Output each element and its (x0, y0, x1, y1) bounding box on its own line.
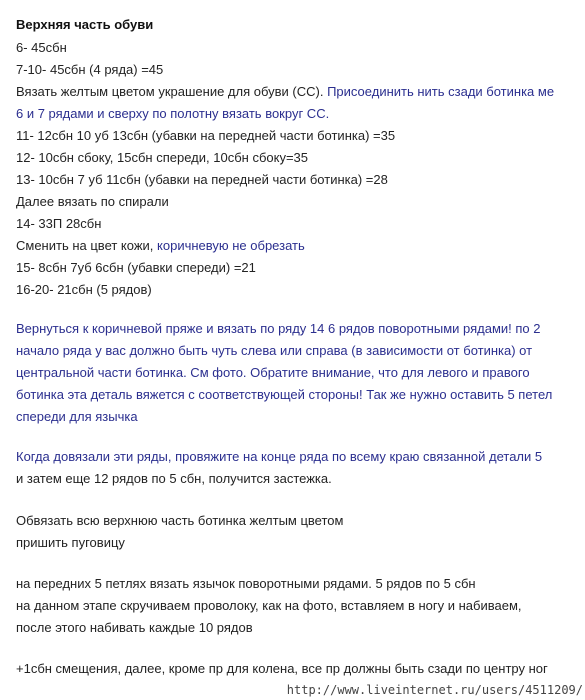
text-line-blue: ботинка эта деталь вяжется с соответствующей стороны! Так же нужно оставить 5 петел (16, 387, 553, 402)
text-line: 12- 10сбн сбоку, 15сбн спереди, 10сбн сбоку=35 (16, 150, 308, 165)
text-line: 11- 12сбн 10 уб 13сбн (убавки на передней части ботинка) =35 (16, 128, 396, 143)
text-line: 7-10- 45сбн (4 ряда) =45 (16, 62, 164, 77)
document-title: Верхняя часть обуви (16, 17, 154, 32)
text-line: 6- 45сбн (16, 40, 67, 55)
text-line: на передних 5 петлях вязать язычок поворотными рядами. 5 рядов по 5 сбн (16, 576, 476, 591)
text-line (16, 237, 305, 255)
text-span: Сменить на цвет кожи, (16, 238, 158, 253)
text-span: Вязать желтым цветом украшение для обуви (СС). (16, 84, 328, 99)
text-line: +1сбн смещения, далее, кроме пр для колена, все пр должны быть сзади по центру ног (16, 661, 548, 676)
text-line: 15- 8сбн 7уб 6сбн (убавки спереди) =21 (16, 260, 256, 275)
text-span-blue: Присоединить нить сзади ботинка ме (327, 84, 555, 99)
text-line (16, 83, 554, 101)
text-line-blue: центральной части ботинка. См фото. Обратите внимание, что для левого и правого (16, 365, 530, 380)
text-line: пришить пуговицу (16, 535, 125, 550)
text-line-blue: начало ряда у вас должно быть чуть слева или справа (в зависимости от ботинка) от (16, 343, 533, 358)
text-line-blue: 6 и 7 рядами и сверху по полотну вязать вокруг СС. (16, 106, 330, 121)
text-line-blue: Когда довязали эти ряды, провяжите на конце ряда по всему краю связанной детали 5 (16, 449, 543, 464)
text-line: Обвязать всю верхнюю часть ботинка желтым цветом (16, 513, 344, 528)
text-line-blue: Вернуться к коричневой пряже и вязать по ряду 14 6 рядов поворотными рядами! по 2 (16, 321, 541, 336)
text-line: 16-20- 21сбн (5 рядов) (16, 282, 152, 297)
text-line-blue: спереди для язычка (16, 409, 138, 424)
text-line: после этого набивать каждые 10 рядов (16, 620, 253, 635)
text-line: 13- 10сбн 7 уб 11сбн (убавки на передней части ботинка) =28 (16, 172, 388, 187)
text-line: и затем еще 12 рядов по 5 сбн, получится застежка. (16, 471, 332, 486)
text-span-blue: коричневую не обрезать (157, 238, 305, 253)
text-line: Далее вязать по спирали (16, 194, 169, 209)
text-line: 14- 33П 28сбн (16, 216, 102, 231)
watermark-url: http://www.liveinternet.ru/users/4511209/ (281, 681, 585, 700)
text-line: на данном этапе скручиваем проволоку, как на фото, вставляем в ногу и набиваем, (16, 598, 522, 613)
